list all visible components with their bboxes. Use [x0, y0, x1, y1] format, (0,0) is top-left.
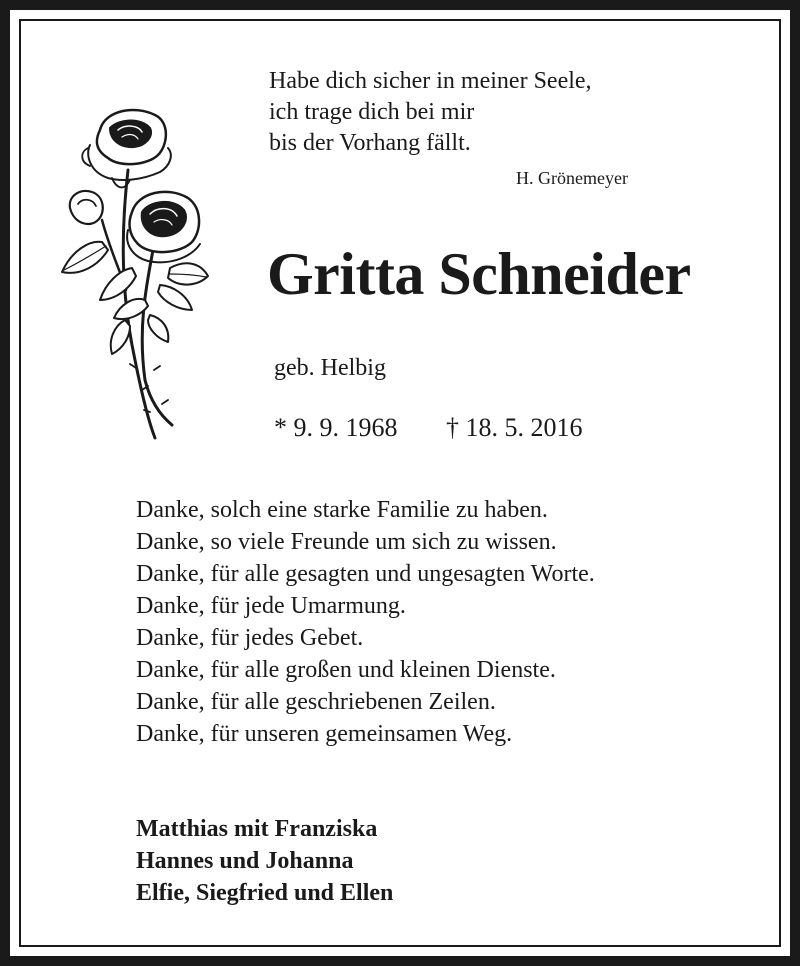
- thanks-text: [136, 494, 595, 750]
- quote-line: ich trage dich bei mir: [269, 99, 475, 125]
- life-dates: [274, 413, 583, 443]
- thanks-line: Danke, für unseren gemeinsamen Weg.: [136, 721, 513, 747]
- thanks-line: Danke, für alle geschriebenen Zeilen.: [136, 689, 496, 715]
- death-date: † 18. 5. 2016: [446, 413, 583, 442]
- thanks-line: Danke, so viele Freunde um sich zu wissen.: [136, 529, 557, 555]
- quote-line: bis der Vorhang fällt.: [269, 130, 471, 156]
- maiden-name: geb. Helbig: [274, 355, 386, 381]
- signature-line: Hannes und Johanna: [136, 848, 354, 874]
- signature-line: Matthias mit Franziska: [136, 816, 378, 842]
- thanks-line: Danke, für alle großen und kleinen Dienste.: [136, 657, 556, 683]
- signature-line: Elfie, Siegfried und Ellen: [136, 880, 394, 906]
- thanks-line: Danke, für jedes Gebet.: [136, 625, 364, 651]
- thanks-line: Danke, für jede Umarmung.: [136, 593, 406, 619]
- family-signatures: [136, 813, 393, 909]
- thanks-line: Danke, solch eine starke Familie zu haben.: [136, 497, 548, 523]
- birth-date: * 9. 9. 1968: [274, 413, 398, 442]
- poem-quote: [269, 66, 592, 159]
- quote-line: Habe dich sicher in meiner Seele,: [269, 68, 592, 94]
- deceased-name: Gritta Schneider: [267, 241, 691, 307]
- thanks-line: Danke, für alle gesagten und ungesagten Worte.: [136, 561, 595, 587]
- quote-author: H. Grönemeyer: [516, 168, 628, 188]
- roses-icon: [50, 100, 210, 445]
